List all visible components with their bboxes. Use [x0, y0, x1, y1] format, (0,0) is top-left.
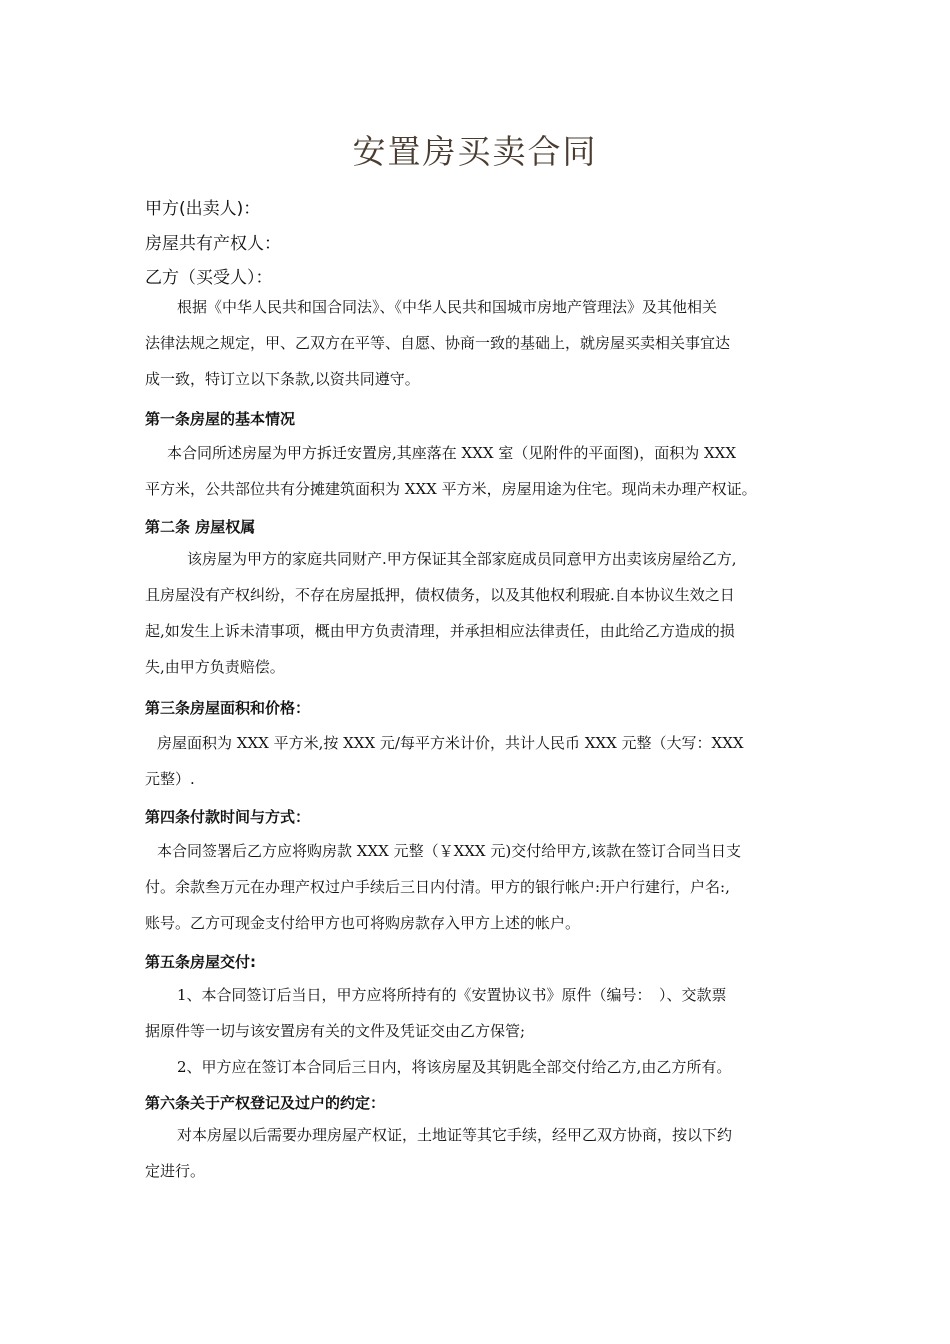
article-4-line: 本合同签署后乙方应将购房款 XXX 元整（￥XXX 元)交付给甲方,该款在签订合同当日支 [157, 842, 742, 860]
article-5-line: 1、本合同签订后当日，甲方应将所持有的《安置协议书》原件（编号： ）、交款票 [177, 986, 727, 1004]
article-2-body [145, 541, 815, 685]
article-6-line: 对本房屋以后需要办理房屋产权证，土地证等其它手续，经甲乙双方协商，按以下约 [177, 1126, 733, 1144]
party-co-owner: 房屋共有产权人： [145, 234, 281, 254]
article-1-line: 平方米，公共部位共有分摊建筑面积为 XXX 平方米，房屋用途为住宅。现尚未办理产权证。 [145, 480, 757, 498]
party-buyer: 乙方（买受人）： [145, 268, 273, 288]
article-2-line: 该房屋为甲方的家庭共同财产.甲方保证其全部家庭成员同意甲方出卖该房屋给乙方, [187, 550, 737, 568]
article-2-line: 失,由甲方负责赔偿。 [145, 658, 285, 676]
article-4-line: 付。余款叁万元在办理产权过户手续后三日内付清。甲方的银行帐户:开户行建行，户名:, [145, 878, 730, 896]
preamble-paragraph [145, 289, 815, 397]
article-3-body [145, 725, 815, 797]
article-6-body [145, 1117, 815, 1189]
preamble-line: 成一致，特订立以下条款,以资共同遵守。 [145, 370, 420, 388]
article-2-line: 起,如发生上诉未清事项，概由甲方负责清理，并承担相应法律责任，由此给乙方造成的损 [145, 622, 735, 640]
article-3-line: 元整）. [145, 770, 195, 788]
article-4-body [145, 833, 815, 941]
document-title: 安置房买卖合同 [352, 132, 598, 171]
preamble-line: 根据《中华人民共和国合同法》、《中华人民共和国城市房地产管理法》及其他相关 [177, 298, 718, 316]
article-1-heading: 第一条房屋的基本情况 [145, 410, 296, 428]
article-4-heading: 第四条付款时间与方式： [145, 808, 311, 826]
party-seller: 甲方(出卖人)： [145, 199, 261, 219]
article-3-heading: 第三条房屋面积和价格： [145, 699, 311, 717]
article-1-line: 本合同所述房屋为甲方拆迁安置房,其座落在 XXX 室（见附件的平面图)，面积为 XXX [167, 444, 736, 462]
article-6-line: 定进行。 [145, 1162, 206, 1180]
article-6-heading: 第六条关于产权登记及过户的约定： [145, 1094, 386, 1112]
article-3-line: 房屋面积为 XXX 平方米,按 XXX 元/每平方米计价，共计人民币 XXX 元整（大写：XXX [157, 734, 744, 752]
article-1-body [145, 435, 815, 507]
preamble-line: 法律法规之规定，甲、乙双方在平等、自愿、协商一致的基础上，就房屋买卖相关事宜达 [145, 334, 731, 352]
article-5-body [145, 977, 815, 1085]
article-5-line: 据原件等一切与该安置房有关的文件及凭证交由乙方保管; [145, 1022, 526, 1040]
article-5-line: 2、甲方应在签订本合同后三日内，将该房屋及其钥匙全部交付给乙方,由乙方所有。 [177, 1058, 732, 1076]
article-4-line: 账号。乙方可现金支付给甲方也可将购房款存入甲方上述的帐户。 [145, 914, 581, 932]
article-2-line: 且房屋没有产权纠纷，不存在房屋抵押，债权债务，以及其他权利瑕疵.自本协议生效之日 [145, 586, 735, 604]
article-5-heading: 第五条房屋交付: [145, 953, 256, 971]
article-2-heading: 第二条 房屋权属 [145, 518, 256, 536]
